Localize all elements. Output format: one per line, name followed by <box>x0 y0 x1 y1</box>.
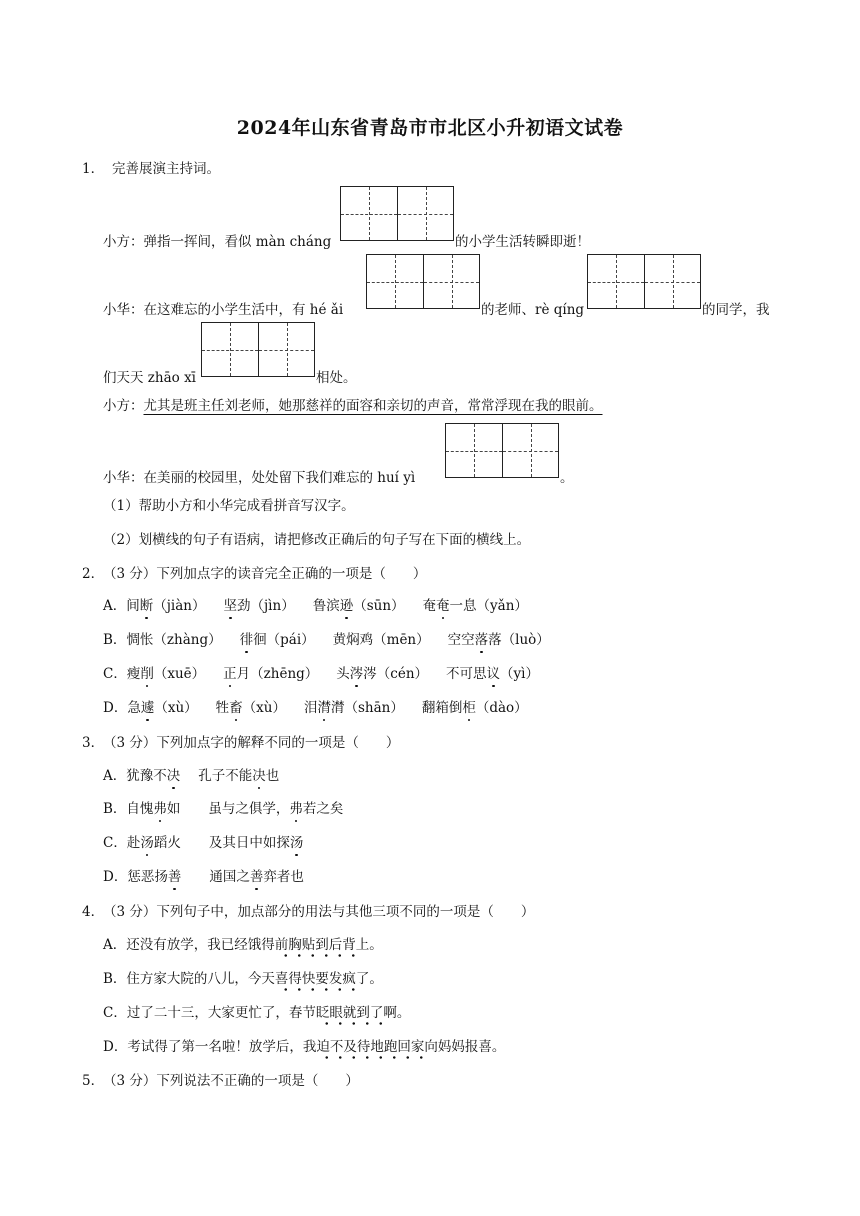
q2-option-b[interactable]: B．惆怅（zhàng） 徘徊（pái） 黄焖鸡（mēn） 空空落落（luò） <box>103 628 550 648</box>
question-4-stem: （3 分）下列句子中，加点部分的用法与其他三项不同的一项是（ ） <box>103 904 535 920</box>
q2-option-d[interactable]: D．急遽（xù） 牲畜（xù） 泪潸潸（shān） 翻箱倒柜（dào） <box>103 696 528 716</box>
dotted-phrase: 眨眼就到了 <box>316 1005 384 1026</box>
speaker-label: 小方： <box>103 398 144 414</box>
q1-subquestion-1: （1）帮助小方和小华完成看拼音写汉字。 <box>103 498 355 514</box>
dotted-phrase: 前胸贴到后背 <box>275 937 356 958</box>
q1-line2-end: 的同学，我 <box>702 302 770 318</box>
question-3-stem: （3 分）下列加点字的解释不同的一项是（ ） <box>103 735 400 751</box>
q4-option-a[interactable]: A．还没有放学，我已经饿得前胸贴到后背上。 <box>103 933 383 953</box>
q1-line5-end: 。 <box>560 470 574 486</box>
q1-line2-middle: 的老师、rè qíng <box>481 302 585 318</box>
writing-grid-zhao-xi[interactable] <box>201 322 315 377</box>
q1-line1-end: 的小学生活转瞬即逝！ <box>455 234 590 250</box>
q2-option-c[interactable]: C．瘦削（xuē） 正月（zhēng） 头涔涔（cén） 不可思议（yì） <box>103 662 539 682</box>
q1-subquestion-2: （2）划横线的句子有语病，请把修改正确后的句子写在下面的横线上。 <box>103 532 531 548</box>
question-2-stem: （3 分）下列加点字的读音完全正确的一项是（ ） <box>103 566 427 582</box>
page-title: 2024年山东省青岛市市北区小升初语文试卷 <box>236 117 624 139</box>
underlined-sentence: 尤其是班主任刘老师，她那慈祥的面容和亲切的声音，常常浮现在我的眼前。 <box>143 398 603 414</box>
q1-line3-start: 们天天 zhāo xī <box>103 370 196 386</box>
q4-option-b[interactable]: B．住方家大院的八儿，今天喜得快要发疯了。 <box>103 967 383 987</box>
q1-line4-speaker <box>103 394 603 414</box>
q1-line5-start: 小华：在美丽的校园里，处处留下我们难忘的 huí yì <box>103 470 416 486</box>
q3-option-c[interactable]: C．赴汤蹈火 及其日中如探汤 <box>103 831 303 851</box>
q1-line1-start: 小方：弹指一挥间，看似 màn cháng <box>103 234 332 250</box>
writing-grid-hui-yi[interactable] <box>445 423 559 478</box>
q1-line3-end: 相处。 <box>316 370 357 386</box>
dotted-phrase: 迫不及待地跑回家 <box>316 1039 424 1060</box>
q3-option-a[interactable]: A．犹豫不决 孔子不能决也 <box>103 764 279 784</box>
q3-option-d[interactable]: D．惩恶扬善 通国之善弈者也 <box>103 865 304 885</box>
writing-grid-man-chang[interactable] <box>340 186 454 241</box>
q4-option-c[interactable]: C．过了二十三，大家更忙了，春节眨眼就到了啊。 <box>103 1001 410 1021</box>
dotted-phrase: 喜得快要发疯 <box>275 971 356 992</box>
q1-line2-start: 小华：在这难忘的小学生活中，有 hé ǎi <box>103 302 344 318</box>
question-1-stem: 完善展演主持词。 <box>112 161 220 177</box>
question-5-stem: （3 分）下列说法不正确的一项是（ ） <box>103 1073 359 1089</box>
q2-option-a[interactable]: A．间断（jiàn） 坚劲（jìn） 鲁滨逊（sūn） 奄奄一息（yǎn） <box>103 594 528 614</box>
writing-grid-re-qing[interactable] <box>587 254 701 309</box>
question-3-number: 3． <box>82 735 105 751</box>
q3-option-b[interactable]: B．自愧弗如 虽与之俱学，弗若之矣 <box>103 797 343 817</box>
question-5-number: 5． <box>82 1073 105 1089</box>
question-2-number: 2． <box>82 566 105 582</box>
writing-grid-he-ai[interactable] <box>366 254 480 309</box>
q4-option-d[interactable]: D．考试得了第一名啦！放学后，我迫不及待地跑回家向妈妈报喜。 <box>103 1035 505 1055</box>
question-1-number: 1． <box>82 161 105 177</box>
question-4-number: 4． <box>82 904 105 920</box>
